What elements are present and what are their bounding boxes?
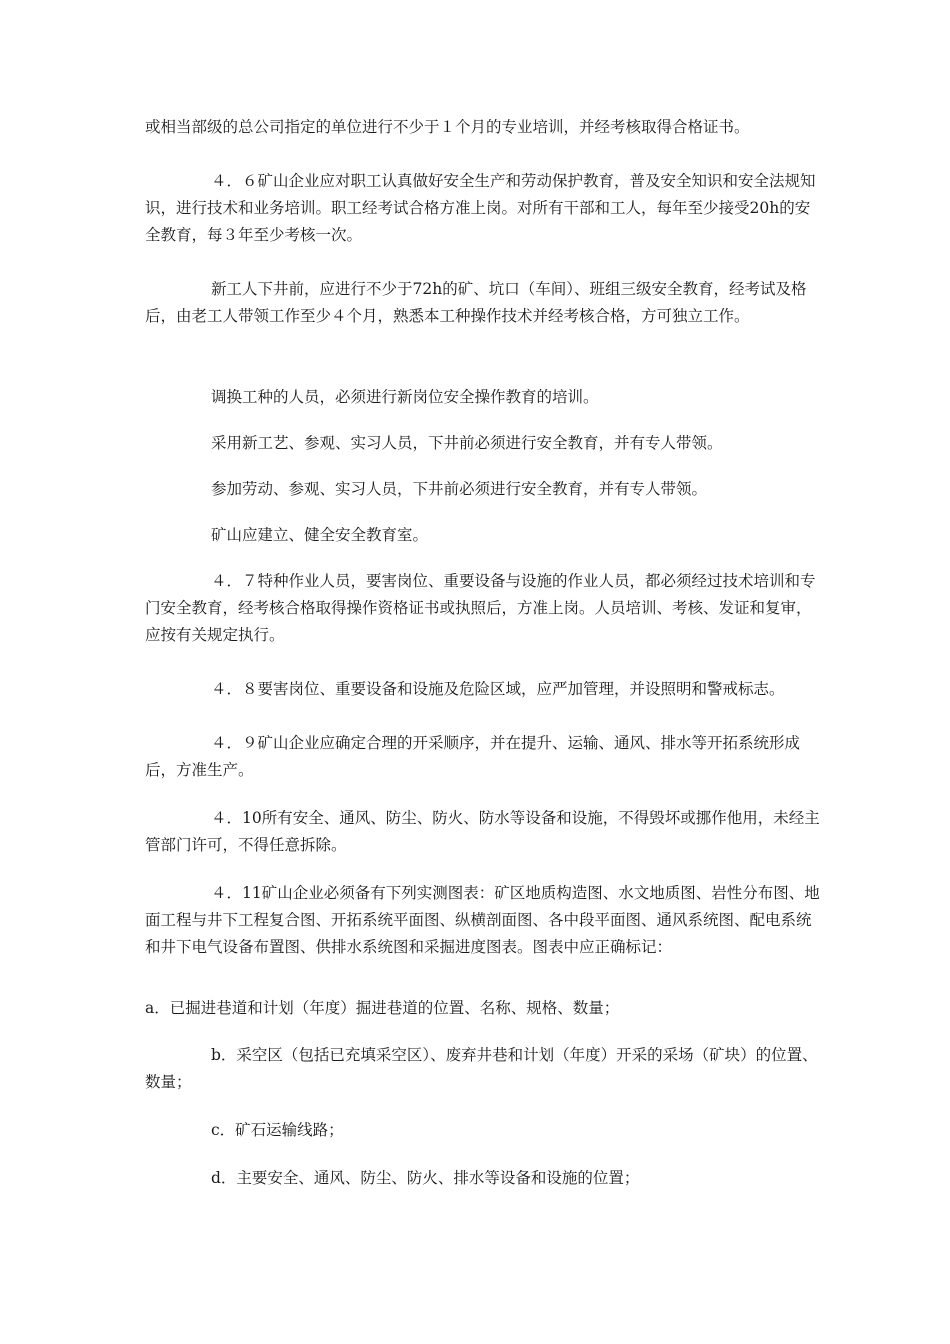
paragraph-new-process: 采用新工艺、参观、实习人员，下井前必须进行安全教育，并有专人带领。: [211, 434, 723, 452]
paragraph-education-room: 矿山应建立、健全安全教育室。: [211, 526, 429, 544]
paragraph-4-9: ４．９矿山企业应确定合理的开采顺序，并在提升、运输、通风、排水等开拓系统形成后，方准生产。: [145, 734, 801, 779]
paragraph-training-cert: 或相当部级的总公司指定的单位进行不少于１个月的专业培训，并经考核取得合格证书。: [145, 118, 750, 136]
paragraph-job-change: 调换工种的人员，必须进行新岗位安全操作教育的培训。: [211, 388, 599, 406]
list-item-d: d．主要安全、通风、防尘、防火、排水等设备和设施的位置；: [211, 1169, 640, 1187]
paragraph-new-workers: 新工人下井前，应进行不少于72h的矿、坑口（车间）、班组三级安全教育，经考试及格后，由老工人带领工作至少４个月，熟悉本工种操作技术并经考核合格，方可独立工作。: [145, 280, 807, 325]
paragraph-4-11: ４．11矿山企业必须备有下列实测图表：矿区地质构造图、水文地质图、岩性分布图、地面工程与井下工程复合图、开拓系统平面图、纵横剖面图、各中段平面图、通风系统图、配电系统和井下电气设备布置图、供排水系统图和采掘进度图表。图表中应正确标记：: [145, 884, 820, 956]
list-item-c: c．矿石运输线路；: [211, 1121, 344, 1139]
list-item-a: a．已掘进巷道和计划（年度）掘进巷道的位置、名称、规格、数量；: [145, 999, 620, 1017]
paragraph-4-7: ４．７特种作业人员，要害岗位、重要设备与设施的作业人员，都必须经过技术培训和专门安全教育，经考核合格取得操作资格证书或执照后，方准上岗。人员培训、考核、发证和复审，应按有关规定执行。: [145, 572, 816, 644]
paragraph-labor-visit: 参加劳动、参观、实习人员，下井前必须进行安全教育，并有专人带领。: [211, 480, 708, 498]
paragraph-4-6: ４．６矿山企业应对职工认真做好安全生产和劳动保护教育，普及安全知识和安全法规知识，进行技术和业务培训。职工经考试合格方准上岗。对所有干部和工人，每年至少接受20h的安全教育，每３年至少考核一次。: [145, 172, 816, 244]
list-item-b: b．采空区（包括已充填采空区）、废弃井巷和计划（年度）开采的采场（矿块）的位置、数量；: [145, 1046, 818, 1091]
paragraph-4-8: ４．８要害岗位、重要设备和设施及危险区域，应严加管理，并设照明和警戒标志。: [211, 680, 785, 698]
paragraph-4-10: ４．10所有安全、通风、防尘、防火、防水等设备和设施，不得毁坏或挪作他用，未经主管部门许可，不得任意拆除。: [145, 809, 820, 854]
